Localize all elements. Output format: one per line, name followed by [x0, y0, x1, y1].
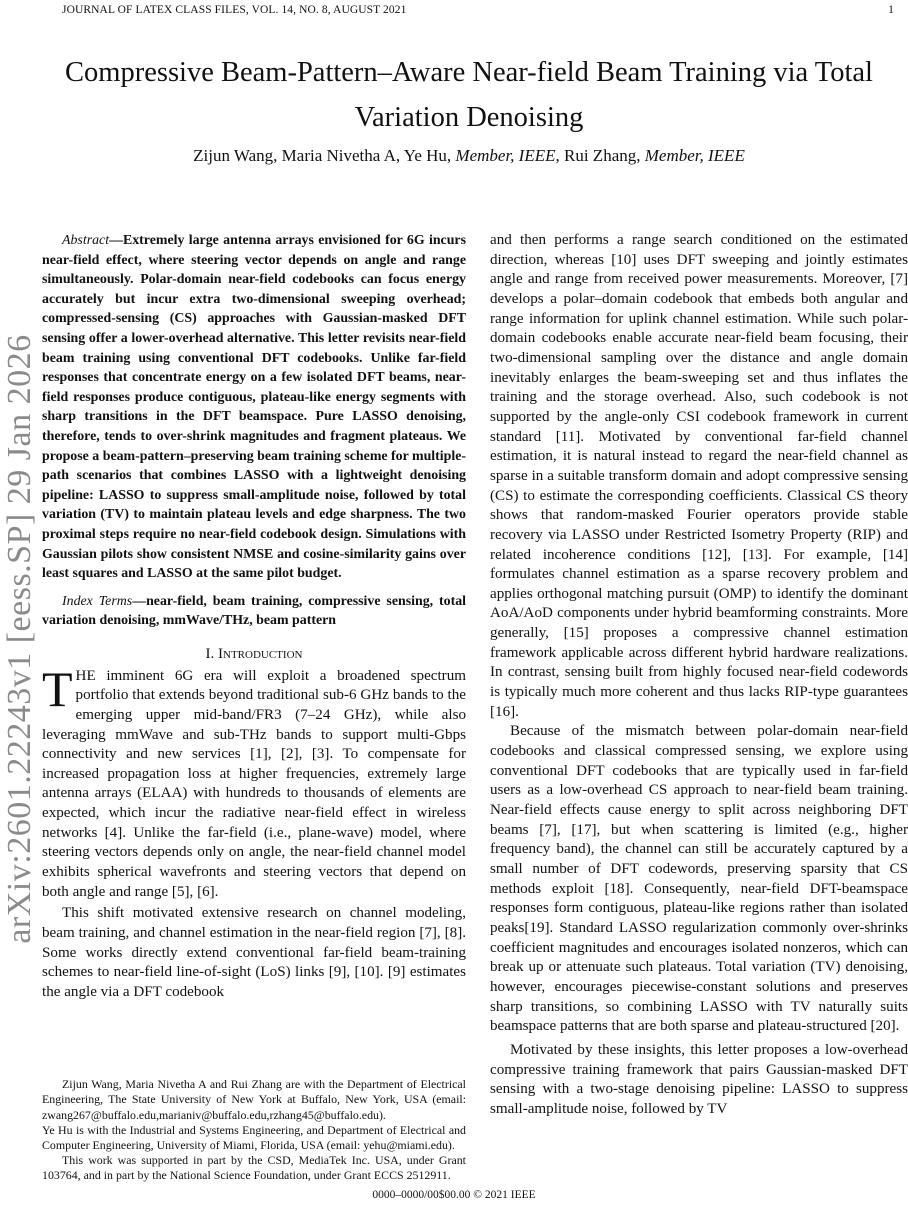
intro-paragraph: Motivated by these insights, this letter proposes a low-overhead compressive training framework that pairs Gaussian-masked DFT sensing with a two-stage denoising pipeline: LASSO to suppress small-amplitude noise, followed by TV — [490, 1041, 908, 1117]
intro-paragraph: and then performs a range search conditioned on the estimated direction, whereas [10] uses DFT sweeping and jointly estimates angle and range from received power measurements. Moreover, [7] develops a polar–domain codebook that embeds both angular and range information for uplink channel estimation. While such polar-domain codebooks enable accurate near-field beam focusing, their two-dimensional sampling over the distance and angle domain inevitably enlarges the beam-sweeping set and thus inflates the training and the storage overhead. Also, such codebook is not supported by the angle-only CSI codebook framework in current standard [11]. Motivated by conventional far-field channel estimation, it is natural instead to regard the near-field channel as sparse in a suitable transform domain and adopt compressive sensing (CS) to estimate the corresponding coefficients. Classical CS theory shows that random-masked Fourier operators provide stable recovery via LASSO under Restricted Isometry Property (RIP) and related incoherence conditions [12], [13]. For example, [14] formulates channel estimation as a sparse recovery problem and applies orthogonal matching pursuit (OMP) to identify the dominant AoA/AoD components under hybrid beamforming constraints. More generally, [15] proposes a compressive channel estimation framework applicable across different hybrid hardware realizations. In contrast, sensing built from highly focused near-field codewords is typically much more coherent and thus lacks RIP-type guarantees [16]. — [490, 232, 908, 720]
intro-paragraph — [42, 660, 466, 903]
arxiv-stamp: arXiv:2601.22243v1 [eess.SP] 29 Jan 2026 — [1, 334, 38, 944]
page-number: 1 — [888, 4, 894, 16]
abstract-label: Abstract — [62, 233, 110, 248]
copyright-footer: 0000–0000/00$00.00 © 2021 IEEE — [372, 1189, 536, 1201]
paper-title: Compressive Beam-Pattern–Aware Near-field Beam Training via Total Variation Denoising — [65, 57, 873, 133]
footnote-affiliation: Zijun Wang, Maria Nivetha A and Rui Zhang are with the Department of Electrical Engineering, The State University of New York at Buffalo, New York, USA (email: zwang267@buffalo.edu,marianiv@buffalo.edu,rzhang45@buffalo.edu). — [42, 1077, 466, 1122]
index-terms — [42, 592, 466, 631]
right-column — [490, 231, 908, 1183]
footnote-affiliation: Ye Hu is with the Industrial and Systems Engineering, and Department of Electrical and Computer Engineering, University of Miami, Florida, USA (email: yehu@miami.edu). — [42, 1122, 466, 1152]
intro-paragraph: This shift motivated extensive research on channel modeling, beam training, and channel estimation in the near-field region [7], [8]. Some works directly extend conventional far-field beam-training schemes to near-field line-of-sight (LoS) links [9], [10]. [9] estimates the angle via a DFT codebook — [42, 905, 466, 1001]
author-role: Member, IEEE — [455, 146, 556, 165]
journal-name: JOURNAL OF LATEX CLASS FILES, VOL. 14, NO. 8, AUGUST 2021 — [62, 4, 407, 16]
section-heading: I. Introduction — [205, 645, 303, 662]
author-role: Member, IEEE — [644, 146, 745, 165]
left-column — [42, 231, 466, 1183]
abstract-text: —Extremely large antenna arrays envisioned for 6G incurs near-field effect, where steering vector depends on angle and range simultaneously. Polar-domain near-field codebooks can focus energy accurately but incur extra two-dimensional sweeping overhead; compressed-sensing (CS) approaches with Gaussian-masked DFT sensing offer a lower-overhead alternative. This letter revisits near-field beam training using conventional DFT codebooks. Unlike far-field responses that concentrate energy on a few isolated DFT beams, near-field responses produce contiguous, plateau-like energy segments with sharp transitions in the DFT beamspace. Pure LASSO denoising, therefore, tends to over-shrink magnitudes and fragment plateaus. We propose a beam-pattern–preserving beam training scheme for multiple-path scenarios that combines LASSO with a lightweight denoising pipeline: LASSO to suppress small-amplitude noise, followed by total variation (TV) to maintain plateau levels and edge sharpness. The two proximal steps require no near-field codebook design. Simulations with Gaussian pilots show consistent NMSE and cosine-similarity gains over least squares and LASSO at the same pilot budget. — [42, 233, 467, 582]
drop-cap: T — [42, 660, 73, 717]
intro-paragraph-text: HE imminent 6G era will exploit a broadened spectrum portfolio that extends beyond traditional sub-6 GHz bands to the emerging upper mid-band/FR3 (7–24 GHz), while also leveraging mmWave and sub-THz bands to support multi-Gbps connectivity and new services [1], [2], [3]. To compensate for increased propagation loss at higher frequencies, extremely large antenna arrays (ELAA) with hundreds to thousands of elements are expected, which incur the radiative near-field effect in wireless networks [4]. Unlike the far-field (i.e., plane-wave) model, where steering vectors depends only on angle, the near-field channel model exhibits spherical wavefronts and steering vectors that depend on both angle and range [5], [6]. — [42, 667, 466, 900]
footnote-funding: This work was supported in part by the CSD, MediaTek Inc. USA, under Grant 103764, and in part by the National Science Foundation, under Grant ECCS 2512911. — [42, 1152, 466, 1182]
author-names: , Rui Zhang, — [555, 146, 645, 165]
footnotes — [42, 1063, 466, 1183]
intro-paragraph: Because of the mismatch between polar-domain near-field codebooks and classical compressed sensing, we explore using conventional DFT codebooks that are typically used in far-field users as a low-overhead CS approach to near-field beam training. Near-field effects cause energy to split across neighboring DFT beams [7], [17], but when scattering is limited (e.g., higher frequency band), the channel can still be accurately captured by a small number of DFT codewords, preserving sparsity that CS methods exploit [18]. Consequently, near-field DFT-beamspace responses form contiguous, plateau-like regions rather than isolated peaks[19]. Standard LASSO regularization commonly over-shrinks coefficient magnitudes and encourages isolated nonzeros, which can break up or attenuate such plateaus. Total variation (TV) denoising, however, encourages piecewise-constant solutions and preserves sharp transitions, so combining LASSO with TV naturally suits beamspace patterns that are both sparse and plateau-structured [20]. — [490, 723, 908, 1035]
author-names: Zijun Wang, Maria Nivetha A, Ye Hu, — [193, 146, 456, 165]
abstract — [42, 231, 466, 584]
index-terms-label: Index Terms — [62, 593, 133, 609]
index-terms-text: —near-field, beam training, compressive sensing, total variation denoising, mmWave/THz, beam pattern — [42, 593, 466, 629]
